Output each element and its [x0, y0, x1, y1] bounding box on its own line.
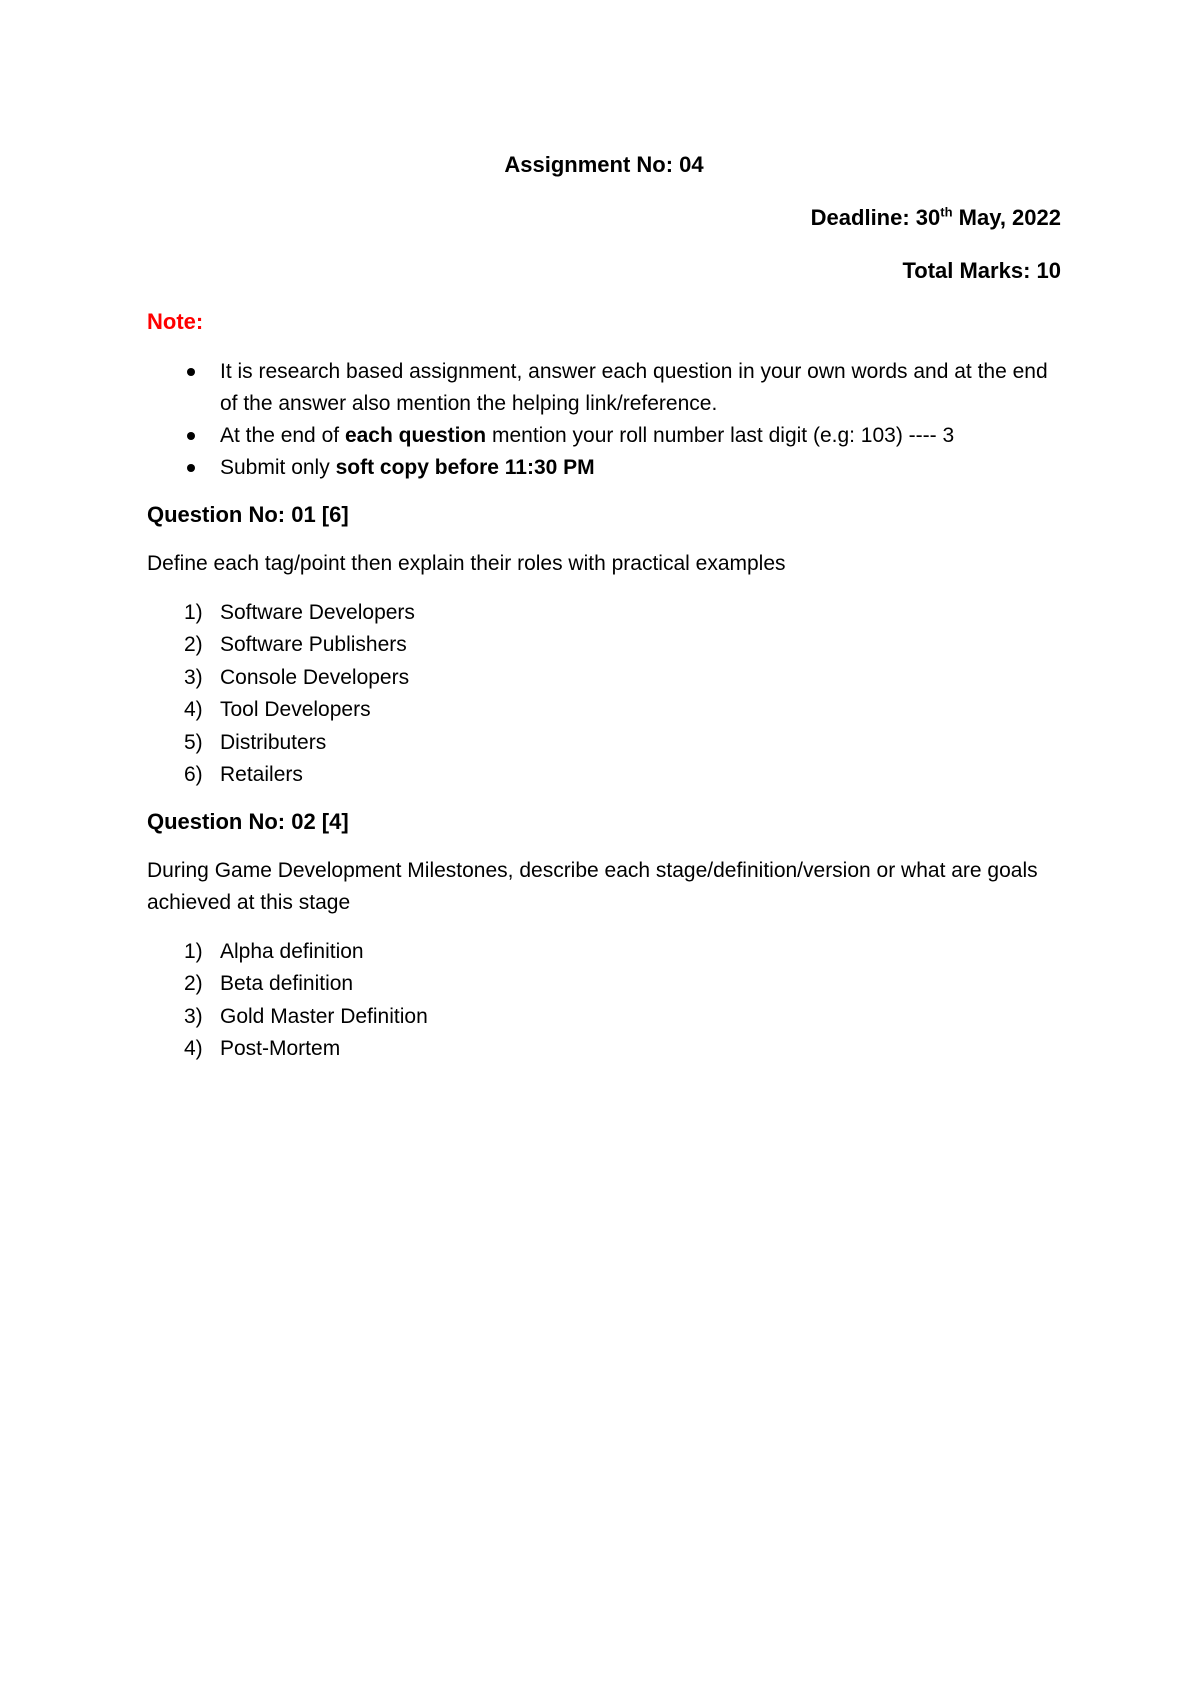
- list-item-label: Alpha definition: [220, 940, 364, 963]
- list-item: [147, 727, 415, 759]
- note-bullet-text: mention your roll number last digit (e.g: 103) ---- 3: [486, 424, 955, 447]
- list-item: [147, 629, 415, 661]
- list-item: [147, 1001, 428, 1033]
- question-2-list: [147, 936, 428, 1066]
- list-number: 3): [184, 1004, 203, 1028]
- note-bullet: [147, 356, 1061, 420]
- list-item: [147, 968, 428, 1000]
- list-item: [147, 759, 415, 791]
- list-number: 1): [184, 940, 203, 963]
- list-item: [147, 1033, 428, 1065]
- list-number: 5): [184, 730, 203, 754]
- list-item: [147, 597, 415, 629]
- list-item-label: Console Developers: [220, 665, 410, 689]
- deadline-superscript: th: [940, 204, 953, 220]
- assignment-title: Assignment No: 04: [504, 152, 704, 177]
- list-item-label: Software Developers: [220, 601, 415, 624]
- list-item: [147, 936, 428, 968]
- list-number: 4): [184, 698, 203, 722]
- note-bullet-text: At the end of: [220, 424, 345, 447]
- list-item-label: Beta definition: [220, 972, 354, 996]
- list-item-label: Tool Developers: [220, 698, 371, 722]
- list-item-label: Retailers: [220, 763, 303, 787]
- note-bullet: [147, 420, 1061, 452]
- list-item: [147, 662, 415, 694]
- list-item-label: Gold Master Definition: [220, 1004, 428, 1028]
- list-item-label: Software Publishers: [220, 633, 407, 657]
- note-label: Note:: [147, 309, 204, 334]
- list-item: [147, 694, 415, 726]
- question-2-text: During Game Development Milestones, describe each stage/definition/version or what are goals achieved at this stage: [147, 859, 1038, 914]
- list-number: 6): [184, 763, 203, 787]
- total-marks: Total Marks: 10: [902, 258, 1061, 283]
- deadline-label: Deadline: 30: [810, 205, 941, 230]
- question-1-text: Define each tag/point then explain their roles with practical examples: [147, 552, 786, 575]
- note-bullet-emphasis: soft copy before 11:30 PM: [335, 456, 595, 479]
- question-1-list: [147, 597, 415, 791]
- note-bullet-text: It is research based assignment, answer each question in your own words and at the end of the answer also mention the helping link/reference.: [220, 360, 1048, 415]
- note-bullet-text: Submit only: [220, 456, 336, 479]
- list-number: 2): [184, 972, 203, 996]
- note-bullet-emphasis: each question: [344, 424, 487, 447]
- list-number: 1): [184, 601, 203, 624]
- question-2-heading: Question No: 02 [4]: [147, 809, 349, 834]
- note-bullet-list: [147, 356, 1061, 484]
- deadline: [811, 203, 1061, 234]
- note-bullet: [147, 452, 1061, 484]
- list-number: 2): [184, 633, 203, 657]
- question-1-heading: Question No: 01 [6]: [147, 502, 349, 527]
- list-number: 3): [184, 665, 203, 689]
- list-item-label: Post-Mortem: [220, 1037, 341, 1061]
- deadline-date: May, 2022: [952, 205, 1061, 230]
- list-item-label: Distributers: [220, 730, 327, 754]
- list-number: 4): [184, 1037, 203, 1061]
